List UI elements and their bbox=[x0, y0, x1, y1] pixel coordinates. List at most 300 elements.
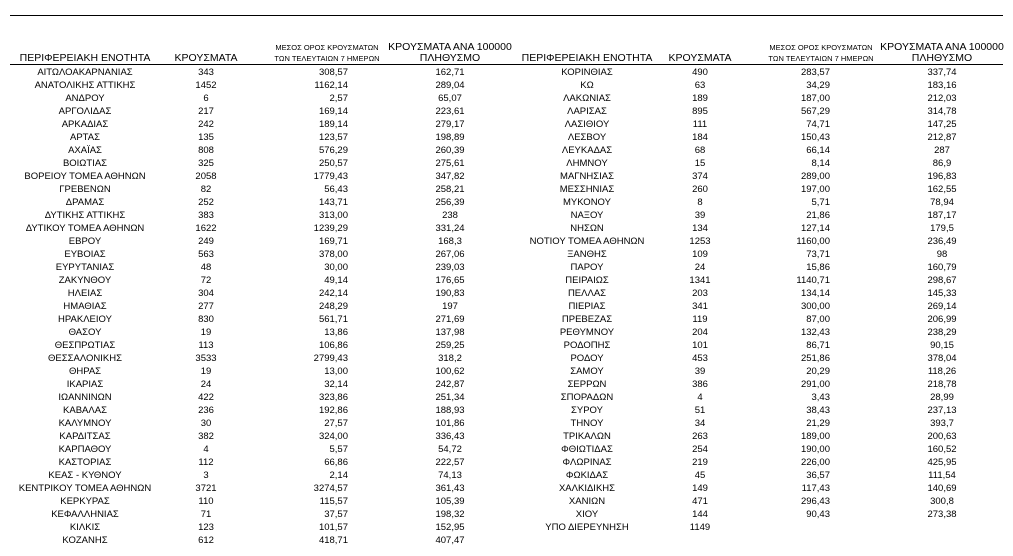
right-cell-per100k: 287 bbox=[934, 145, 950, 156]
right-cell-cases: 453 bbox=[692, 353, 708, 364]
left-cell-avg: 106,86 bbox=[318, 340, 348, 351]
right-cell-per100k: 160,52 bbox=[927, 444, 957, 455]
left-cell-cases: 3533 bbox=[195, 353, 217, 364]
right-cell-per100k: 269,14 bbox=[927, 301, 957, 312]
left-cell-region: ΚΕΦΑΛΛΗΝΙΑΣ bbox=[51, 509, 119, 520]
left-cell-region: ΘΕΣΣΑΛΟΝΙΚΗΣ bbox=[48, 353, 122, 364]
right-cell-cases: 63 bbox=[694, 80, 706, 91]
left-cell-avg: 324,00 bbox=[318, 431, 348, 442]
left-cell-per100k: 347,82 bbox=[435, 171, 465, 182]
left-cell-per100k: 101,86 bbox=[435, 418, 465, 429]
left-cell-cases: 72 bbox=[200, 275, 212, 286]
left-cell-cases: 3721 bbox=[195, 483, 217, 494]
left-cell-avg: 169,71 bbox=[318, 236, 348, 247]
header-per100k-left-line1: ΚΡΟΥΣΜΑΤΑ ΑΝΑ 100000 bbox=[388, 41, 512, 53]
right-cell-avg: 73,71 bbox=[806, 249, 830, 260]
left-cell-per100k: 198,32 bbox=[435, 509, 465, 520]
right-cell-region: ΝΟΤΙΟΥ ΤΟΜΕΑ ΑΘΗΝΩΝ bbox=[529, 236, 645, 247]
header-cases-right: ΚΡΟΥΣΜΑΤΑ bbox=[668, 52, 732, 64]
left-cell-cases: 1622 bbox=[195, 223, 217, 234]
left-cell-per100k: 190,83 bbox=[435, 288, 465, 299]
right-cell-region: ΛΑΡΙΣΑΣ bbox=[567, 106, 607, 117]
left-cell-per100k: 271,69 bbox=[435, 314, 465, 325]
right-cell-per100k: 145,33 bbox=[927, 288, 957, 299]
header-underline-right bbox=[512, 64, 1003, 65]
left-cell-region: ΒΟΙΩΤΙΑΣ bbox=[62, 158, 108, 169]
right-cell-region: ΜΕΣΣΗΝΙΑΣ bbox=[559, 184, 615, 195]
right-cell-per100k: 187,17 bbox=[927, 210, 957, 221]
left-cell-cases: 24 bbox=[200, 379, 212, 390]
left-cell-cases: 123 bbox=[198, 522, 214, 533]
left-cell-region: ΙΩΑΝΝΙΝΩΝ bbox=[58, 392, 112, 403]
left-cell-avg: 418,71 bbox=[318, 535, 348, 546]
right-cell-per100k: 160,79 bbox=[927, 262, 957, 273]
right-cell-cases: 203 bbox=[692, 288, 708, 299]
header-per100k-left bbox=[380, 42, 520, 64]
right-cell-cases: 263 bbox=[692, 431, 708, 442]
left-cell-region: ΕΒΡΟΥ bbox=[68, 236, 102, 247]
right-cell-avg: 20,29 bbox=[806, 366, 830, 377]
left-cell-cases: 135 bbox=[198, 132, 214, 143]
right-cell-cases: 45 bbox=[694, 470, 706, 481]
left-cell-cases: 252 bbox=[198, 197, 214, 208]
left-cell-region: ΑΡΚΑΔΙΑΣ bbox=[61, 119, 109, 130]
left-cell-cases: 325 bbox=[198, 158, 214, 169]
right-cell-per100k: 179,5 bbox=[930, 223, 954, 234]
right-cell-cases: 68 bbox=[694, 145, 706, 156]
right-cell-avg: 5,71 bbox=[811, 197, 830, 208]
right-cell-cases: 51 bbox=[694, 405, 706, 416]
left-cell-avg: 1239,29 bbox=[313, 223, 348, 234]
left-cell-region: ΗΡΑΚΛΕΙΟΥ bbox=[58, 314, 112, 325]
right-cell-region: ΣΑΜΟΥ bbox=[570, 366, 604, 377]
right-cell-region: ΣΠΟΡΑΔΩΝ bbox=[560, 392, 614, 403]
right-cell-per100k: 236,49 bbox=[927, 236, 957, 247]
right-cell-avg: 34,29 bbox=[806, 80, 830, 91]
right-cell-avg: 127,14 bbox=[800, 223, 830, 234]
left-cell-per100k: 137,98 bbox=[435, 327, 465, 338]
left-cell-region: ΗΜΑΘΙΑΣ bbox=[63, 301, 107, 312]
header-per100k-right-line1: ΚΡΟΥΣΜΑΤΑ ΑΝΑ 100000 bbox=[880, 41, 1004, 53]
right-cell-per100k: 196,83 bbox=[927, 171, 957, 182]
left-cell-region: ΑΡΤΑΣ bbox=[70, 132, 100, 143]
right-cell-per100k: 162,55 bbox=[927, 184, 957, 195]
left-cell-cases: 1452 bbox=[195, 80, 217, 91]
left-cell-cases: 19 bbox=[200, 366, 212, 377]
left-cell-cases: 110 bbox=[198, 496, 214, 507]
left-cell-cases: 830 bbox=[198, 314, 214, 325]
right-cell-cases: 101 bbox=[692, 340, 708, 351]
right-cell-region: ΛΑΣΙΘΙΟΥ bbox=[564, 119, 610, 130]
right-cell-avg: 86,71 bbox=[806, 340, 830, 351]
right-cell-per100k: 206,99 bbox=[927, 314, 957, 325]
left-cell-avg: 101,57 bbox=[318, 522, 348, 533]
right-cell-avg: 132,43 bbox=[800, 327, 830, 338]
left-cell-cases: 242 bbox=[198, 119, 214, 130]
left-cell-per100k: 238 bbox=[442, 210, 458, 221]
right-cell-region: ΛΕΥΚΑΔΑΣ bbox=[561, 145, 613, 156]
left-cell-cases: 2058 bbox=[195, 171, 217, 182]
right-cell-region: ΠΑΡΟΥ bbox=[570, 262, 604, 273]
left-cell-avg: 189,14 bbox=[318, 119, 348, 130]
right-cell-region: ΝΗΣΩΝ bbox=[570, 223, 604, 234]
right-cell-region: ΦΩΚΙΔΑΣ bbox=[565, 470, 609, 481]
right-cell-avg: 283,57 bbox=[800, 67, 830, 78]
left-cell-avg: 169,14 bbox=[318, 106, 348, 117]
left-cell-cases: 4 bbox=[203, 444, 209, 455]
right-cell-per100k: 118,26 bbox=[927, 366, 957, 377]
right-cell-cases: 260 bbox=[692, 184, 708, 195]
right-cell-per100k: 86,9 bbox=[932, 158, 952, 169]
header-avg-left bbox=[262, 42, 392, 64]
left-cell-region: ΚΑΣΤΟΡΙΑΣ bbox=[58, 457, 112, 468]
right-cell-avg: 190,00 bbox=[800, 444, 830, 455]
top-rule bbox=[10, 15, 1003, 16]
left-cell-cases: 422 bbox=[198, 392, 214, 403]
right-cell-cases: 895 bbox=[692, 106, 708, 117]
right-cell-avg: 296,43 bbox=[800, 496, 830, 507]
right-cell-region: ΧΑΛΚΙΔΙΚΗΣ bbox=[558, 483, 616, 494]
left-cell-per100k: 407,47 bbox=[435, 535, 465, 546]
right-cell-region: ΡΟΔΟΥ bbox=[570, 353, 604, 364]
header-avg-right-line1: ΜΕΣΟΣ ΟΡΟΣ ΚΡΟΥΣΜΑΤΩΝ bbox=[769, 43, 873, 52]
right-cell-region: ΛΗΜΝΟΥ bbox=[566, 158, 608, 169]
right-cell-avg: 300,00 bbox=[800, 301, 830, 312]
left-cell-cases: 249 bbox=[198, 236, 214, 247]
left-cell-region: ΓΡΕΒΕΝΩΝ bbox=[59, 184, 111, 195]
left-cell-cases: 30 bbox=[200, 418, 212, 429]
left-cell-per100k: 260,39 bbox=[435, 145, 465, 156]
left-cell-per100k: 222,57 bbox=[435, 457, 465, 468]
right-cell-per100k: 140,69 bbox=[927, 483, 957, 494]
header-per100k-left-line2: ΠΛΗΘΥΣΜΟ bbox=[419, 52, 481, 64]
left-cell-avg: 313,00 bbox=[318, 210, 348, 221]
right-cell-avg: 21,86 bbox=[806, 210, 830, 221]
left-cell-per100k: 65,07 bbox=[438, 93, 462, 104]
left-cell-avg: 561,71 bbox=[318, 314, 348, 325]
left-cell-region: ΗΛΕΙΑΣ bbox=[67, 288, 103, 299]
left-cell-avg: 2,14 bbox=[329, 470, 348, 481]
left-cell-region: ΑΝΑΤΟΛΙΚΗΣ ΑΤΤΙΚΗΣ bbox=[34, 80, 136, 91]
left-cell-avg: 37,57 bbox=[324, 509, 348, 520]
header-region-right: ΠΕΡΙΦΕΡΕΙΑΚΗ ΕΝΟΤΗΤΑ bbox=[521, 52, 653, 64]
header-avg-right bbox=[756, 42, 886, 64]
left-cell-region: ΑΝΔΡΟΥ bbox=[65, 93, 105, 104]
left-cell-per100k: 176,65 bbox=[435, 275, 465, 286]
left-cell-cases: 383 bbox=[198, 210, 214, 221]
right-cell-cases: 1341 bbox=[689, 275, 711, 286]
left-cell-region: ΑΡΓΟΛΙΔΑΣ bbox=[58, 106, 112, 117]
right-cell-cases: 374 bbox=[692, 171, 708, 182]
right-cell-cases: 24 bbox=[694, 262, 706, 273]
left-cell-avg: 308,57 bbox=[318, 67, 348, 78]
right-cell-avg: 567,29 bbox=[800, 106, 830, 117]
right-cell-cases: 189 bbox=[692, 93, 708, 104]
left-cell-per100k: 105,39 bbox=[435, 496, 465, 507]
right-cell-region: ΣΥΡΟΥ bbox=[571, 405, 603, 416]
right-cell-cases: 490 bbox=[692, 67, 708, 78]
left-cell-per100k: 54,72 bbox=[438, 444, 462, 455]
right-cell-region: ΠΙΕΡΙΑΣ bbox=[568, 301, 606, 312]
right-cell-per100k: 212,87 bbox=[927, 132, 957, 143]
right-cell-cases: 8 bbox=[697, 197, 703, 208]
left-cell-cases: 343 bbox=[198, 67, 214, 78]
right-cell-region: ΡΟΔΟΠΗΣ bbox=[563, 340, 611, 351]
header-region-left: ΠΕΡΙΦΕΡΕΙΑΚΗ ΕΝΟΤΗΤΑ bbox=[19, 52, 151, 64]
right-cell-region: ΜΥΚΟΝΟΥ bbox=[563, 197, 611, 208]
right-cell-region: ΜΑΓΝΗΣΙΑΣ bbox=[560, 171, 614, 182]
header-per100k-right bbox=[872, 42, 1012, 64]
left-cell-per100k: 239,03 bbox=[435, 262, 465, 273]
left-cell-avg: 66,86 bbox=[324, 457, 348, 468]
right-cell-per100k: 28,99 bbox=[930, 392, 954, 403]
right-cell-per100k: 425,95 bbox=[927, 457, 957, 468]
right-cell-per100k: 378,04 bbox=[927, 353, 957, 364]
left-cell-cases: 112 bbox=[198, 457, 214, 468]
right-cell-avg: 87,00 bbox=[806, 314, 830, 325]
right-cell-region: ΝΑΞΟΥ bbox=[570, 210, 604, 221]
right-cell-avg: 289,00 bbox=[800, 171, 830, 182]
right-cell-per100k: 218,78 bbox=[927, 379, 957, 390]
right-cell-avg: 38,43 bbox=[806, 405, 830, 416]
left-cell-region: ΔΡΑΜΑΣ bbox=[65, 197, 105, 208]
left-cell-avg: 123,57 bbox=[318, 132, 348, 143]
right-cell-per100k: 298,67 bbox=[927, 275, 957, 286]
left-cell-region: ΘΗΡΑΣ bbox=[68, 366, 102, 377]
right-cell-avg: 8,14 bbox=[811, 158, 830, 169]
right-cell-per100k: 337,74 bbox=[927, 67, 957, 78]
left-cell-avg: 576,29 bbox=[318, 145, 348, 156]
left-cell-per100k: 152,95 bbox=[435, 522, 465, 533]
right-cell-per100k: 200,63 bbox=[927, 431, 957, 442]
left-cell-avg: 2799,43 bbox=[313, 353, 348, 364]
right-cell-per100k: 183,16 bbox=[927, 80, 957, 91]
left-cell-per100k: 198,89 bbox=[435, 132, 465, 143]
right-cell-avg: 291,00 bbox=[800, 379, 830, 390]
right-cell-avg: 187,00 bbox=[800, 93, 830, 104]
right-cell-avg: 36,57 bbox=[806, 470, 830, 481]
left-cell-per100k: 251,34 bbox=[435, 392, 465, 403]
left-cell-region: ΔΥΤΙΚΗΣ ΑΤΤΙΚΗΣ bbox=[44, 210, 126, 221]
right-cell-cases: 254 bbox=[692, 444, 708, 455]
left-cell-cases: 382 bbox=[198, 431, 214, 442]
right-cell-avg: 197,00 bbox=[800, 184, 830, 195]
right-cell-region: ΛΕΣΒΟΥ bbox=[567, 132, 607, 143]
left-cell-region: ΚΙΛΚΙΣ bbox=[69, 522, 101, 533]
right-cell-cases: 219 bbox=[692, 457, 708, 468]
right-cell-region: ΥΠΟ ΔΙΕΡΕΥΝΗΣΗ bbox=[545, 522, 629, 533]
left-cell-avg: 2,57 bbox=[329, 93, 348, 104]
right-cell-cases: 341 bbox=[692, 301, 708, 312]
left-cell-region: ΚΑΡΔΙΤΣΑΣ bbox=[59, 431, 111, 442]
header-per100k-right-line2: ΠΛΗΘΥΣΜΟ bbox=[911, 52, 973, 64]
left-cell-per100k: 267,06 bbox=[435, 249, 465, 260]
right-cell-per100k: 237,13 bbox=[927, 405, 957, 416]
left-cell-region: ΙΚΑΡΙΑΣ bbox=[66, 379, 104, 390]
right-cell-per100k: 147,25 bbox=[927, 119, 957, 130]
left-cell-cases: 6 bbox=[203, 93, 209, 104]
left-cell-cases: 563 bbox=[198, 249, 214, 260]
right-cell-cases: 109 bbox=[692, 249, 708, 260]
header-avg-right-line2: ΤΩΝ ΤΕΛΕΥΤΑΙΩΝ 7 ΗΜΕΡΩΝ bbox=[768, 54, 874, 63]
right-cell-cases: 144 bbox=[692, 509, 708, 520]
right-cell-region: ΦΛΩΡΙΝΑΣ bbox=[562, 457, 612, 468]
left-cell-per100k: 336,43 bbox=[435, 431, 465, 442]
left-cell-cases: 3 bbox=[203, 470, 209, 481]
left-cell-region: ΘΑΣΟΥ bbox=[68, 327, 102, 338]
right-cell-avg: 189,00 bbox=[800, 431, 830, 442]
header-underline-left bbox=[10, 64, 512, 65]
right-cell-avg: 134,14 bbox=[800, 288, 830, 299]
left-cell-per100k: 100,62 bbox=[435, 366, 465, 377]
left-cell-avg: 56,43 bbox=[324, 184, 348, 195]
left-cell-per100k: 256,39 bbox=[435, 197, 465, 208]
left-cell-region: ΚΕΝΤΡΙΚΟΥ ΤΟΜΕΑ ΑΘΗΝΩΝ bbox=[18, 483, 152, 494]
right-cell-cases: 471 bbox=[692, 496, 708, 507]
right-cell-per100k: 314,78 bbox=[927, 106, 957, 117]
left-cell-per100k: 318,2 bbox=[438, 353, 462, 364]
left-cell-avg: 378,00 bbox=[318, 249, 348, 260]
right-cell-avg: 66,14 bbox=[806, 145, 830, 156]
left-cell-cases: 71 bbox=[200, 509, 212, 520]
left-cell-per100k: 289,04 bbox=[435, 80, 465, 91]
left-cell-avg: 27,57 bbox=[324, 418, 348, 429]
right-cell-cases: 4 bbox=[697, 392, 703, 403]
left-cell-per100k: 331,24 bbox=[435, 223, 465, 234]
right-cell-cases: 119 bbox=[692, 314, 708, 325]
right-cell-cases: 39 bbox=[694, 366, 706, 377]
right-cell-region: ΡΕΘΥΜΝΟΥ bbox=[559, 327, 615, 338]
left-cell-per100k: 188,93 bbox=[435, 405, 465, 416]
right-cell-avg: 21,29 bbox=[806, 418, 830, 429]
left-cell-region: ΖΑΚΥΝΘΟΥ bbox=[58, 275, 112, 286]
right-cell-region: ΠΡΕΒΕΖΑΣ bbox=[561, 314, 613, 325]
left-cell-per100k: 74,13 bbox=[438, 470, 462, 481]
left-cell-per100k: 259,25 bbox=[435, 340, 465, 351]
right-cell-cases: 134 bbox=[692, 223, 708, 234]
right-cell-cases: 1253 bbox=[689, 236, 711, 247]
right-cell-avg: 15,86 bbox=[806, 262, 830, 273]
left-cell-avg: 192,86 bbox=[318, 405, 348, 416]
left-cell-per100k: 258,21 bbox=[435, 184, 465, 195]
right-cell-per100k: 238,29 bbox=[927, 327, 957, 338]
right-cell-region: ΚΟΡΙΝΘΙΑΣ bbox=[561, 67, 613, 78]
right-cell-per100k: 273,38 bbox=[927, 509, 957, 520]
right-cell-per100k: 90,15 bbox=[930, 340, 954, 351]
left-cell-cases: 113 bbox=[198, 340, 214, 351]
right-cell-region: ΤΡΙΚΑΛΩΝ bbox=[563, 431, 611, 442]
left-cell-region: ΚΑΒΑΛΑΣ bbox=[63, 405, 107, 416]
left-cell-avg: 13,86 bbox=[324, 327, 348, 338]
left-cell-per100k: 162,71 bbox=[435, 67, 465, 78]
right-cell-per100k: 393,7 bbox=[930, 418, 954, 429]
left-cell-region: ΚΑΛΥΜΝΟΥ bbox=[58, 418, 112, 429]
right-cell-per100k: 78,94 bbox=[930, 197, 954, 208]
left-cell-region: ΕΥΒΟΙΑΣ bbox=[64, 249, 106, 260]
right-cell-region: ΠΕΛΛΑΣ bbox=[567, 288, 607, 299]
right-cell-per100k: 98 bbox=[936, 249, 948, 260]
left-cell-cases: 19 bbox=[200, 327, 212, 338]
left-cell-region: ΑΧΑΪΑΣ bbox=[68, 145, 102, 156]
left-cell-region: ΚΑΡΠΑΘΟΥ bbox=[58, 444, 112, 455]
right-cell-avg: 150,43 bbox=[800, 132, 830, 143]
left-cell-cases: 808 bbox=[198, 145, 214, 156]
left-cell-avg: 242,14 bbox=[318, 288, 348, 299]
left-cell-region: ΔΥΤΙΚΟΥ ΤΟΜΕΑ ΑΘΗΝΩΝ bbox=[25, 223, 145, 234]
right-cell-region: ΞΑΝΘΗΣ bbox=[567, 249, 607, 260]
right-cell-per100k: 212,03 bbox=[927, 93, 957, 104]
right-cell-region: ΤΗΝΟΥ bbox=[570, 418, 604, 429]
left-cell-avg: 250,57 bbox=[318, 158, 348, 169]
right-cell-region: ΠΕΙΡΑΙΩΣ bbox=[565, 275, 609, 286]
right-cell-per100k: 111,54 bbox=[928, 470, 956, 481]
left-cell-cases: 48 bbox=[200, 262, 212, 273]
right-cell-cases: 1149 bbox=[689, 522, 711, 533]
right-cell-cases: 184 bbox=[692, 132, 708, 143]
left-cell-per100k: 275,61 bbox=[435, 158, 465, 169]
left-cell-cases: 82 bbox=[200, 184, 212, 195]
left-cell-region: ΑΙΤΩΛΟΑΚΑΡΝΑΝΙΑΣ bbox=[37, 67, 133, 78]
left-cell-cases: 612 bbox=[198, 535, 214, 546]
right-cell-avg: 3,43 bbox=[811, 392, 830, 403]
right-cell-region: ΚΩ bbox=[580, 80, 594, 91]
left-cell-region: ΚΕΡΚΥΡΑΣ bbox=[60, 496, 110, 507]
right-cell-region: ΧΙΟΥ bbox=[575, 509, 599, 520]
right-cell-cases: 386 bbox=[692, 379, 708, 390]
right-cell-avg: 74,71 bbox=[806, 119, 830, 130]
header-avg-left-line1: ΜΕΣΟΣ ΟΡΟΣ ΚΡΟΥΣΜΑΤΩΝ bbox=[275, 43, 379, 52]
right-cell-avg: 1140,71 bbox=[796, 275, 830, 286]
left-cell-per100k: 223,61 bbox=[435, 106, 465, 117]
left-cell-avg: 32,14 bbox=[324, 379, 348, 390]
right-cell-cases: 149 bbox=[692, 483, 708, 494]
right-cell-cases: 39 bbox=[694, 210, 706, 221]
left-cell-cases: 304 bbox=[198, 288, 214, 299]
right-cell-avg: 226,00 bbox=[800, 457, 830, 468]
right-cell-region: ΛΑΚΩΝΙΑΣ bbox=[563, 93, 611, 104]
left-cell-per100k: 168,3 bbox=[438, 236, 462, 247]
left-cell-region: ΘΕΣΠΡΩΤΙΑΣ bbox=[54, 340, 116, 351]
right-cell-region: ΣΕΡΡΩΝ bbox=[567, 379, 607, 390]
header-avg-left-line2: ΤΩΝ ΤΕΛΕΥΤΑΙΩΝ 7 ΗΜΕΡΩΝ bbox=[274, 54, 380, 63]
left-cell-avg: 115,57 bbox=[319, 496, 348, 507]
header-cases-left: ΚΡΟΥΣΜΑΤΑ bbox=[174, 52, 238, 64]
left-cell-region: ΒΟΡΕΙΟΥ ΤΟΜΕΑ ΑΘΗΝΩΝ bbox=[24, 171, 146, 182]
right-cell-cases: 111 bbox=[692, 119, 708, 130]
right-cell-region: ΦΘΙΩΤΙΔΑΣ bbox=[561, 444, 613, 455]
left-cell-avg: 1162,14 bbox=[314, 80, 348, 91]
left-cell-avg: 1779,43 bbox=[313, 171, 348, 182]
right-cell-per100k: 300,8 bbox=[930, 496, 954, 507]
right-cell-cases: 34 bbox=[694, 418, 706, 429]
right-cell-cases: 204 bbox=[692, 327, 708, 338]
left-cell-avg: 5,57 bbox=[329, 444, 348, 455]
left-cell-avg: 30,00 bbox=[324, 262, 348, 273]
right-cell-avg: 1160,00 bbox=[796, 236, 830, 247]
right-cell-avg: 251,86 bbox=[800, 353, 830, 364]
right-cell-avg: 117,43 bbox=[801, 483, 830, 494]
left-cell-cases: 217 bbox=[198, 106, 214, 117]
left-cell-per100k: 242,87 bbox=[435, 379, 465, 390]
left-cell-avg: 323,86 bbox=[318, 392, 348, 403]
left-cell-per100k: 197 bbox=[442, 301, 458, 312]
left-cell-cases: 236 bbox=[198, 405, 214, 416]
left-cell-region: ΚΟΖΑΝΗΣ bbox=[62, 535, 108, 546]
left-cell-avg: 49,14 bbox=[324, 275, 348, 286]
left-cell-cases: 277 bbox=[198, 301, 214, 312]
left-cell-region: ΚΕΑΣ - ΚΥΘΝΟΥ bbox=[48, 470, 122, 481]
left-cell-avg: 143,71 bbox=[318, 197, 348, 208]
